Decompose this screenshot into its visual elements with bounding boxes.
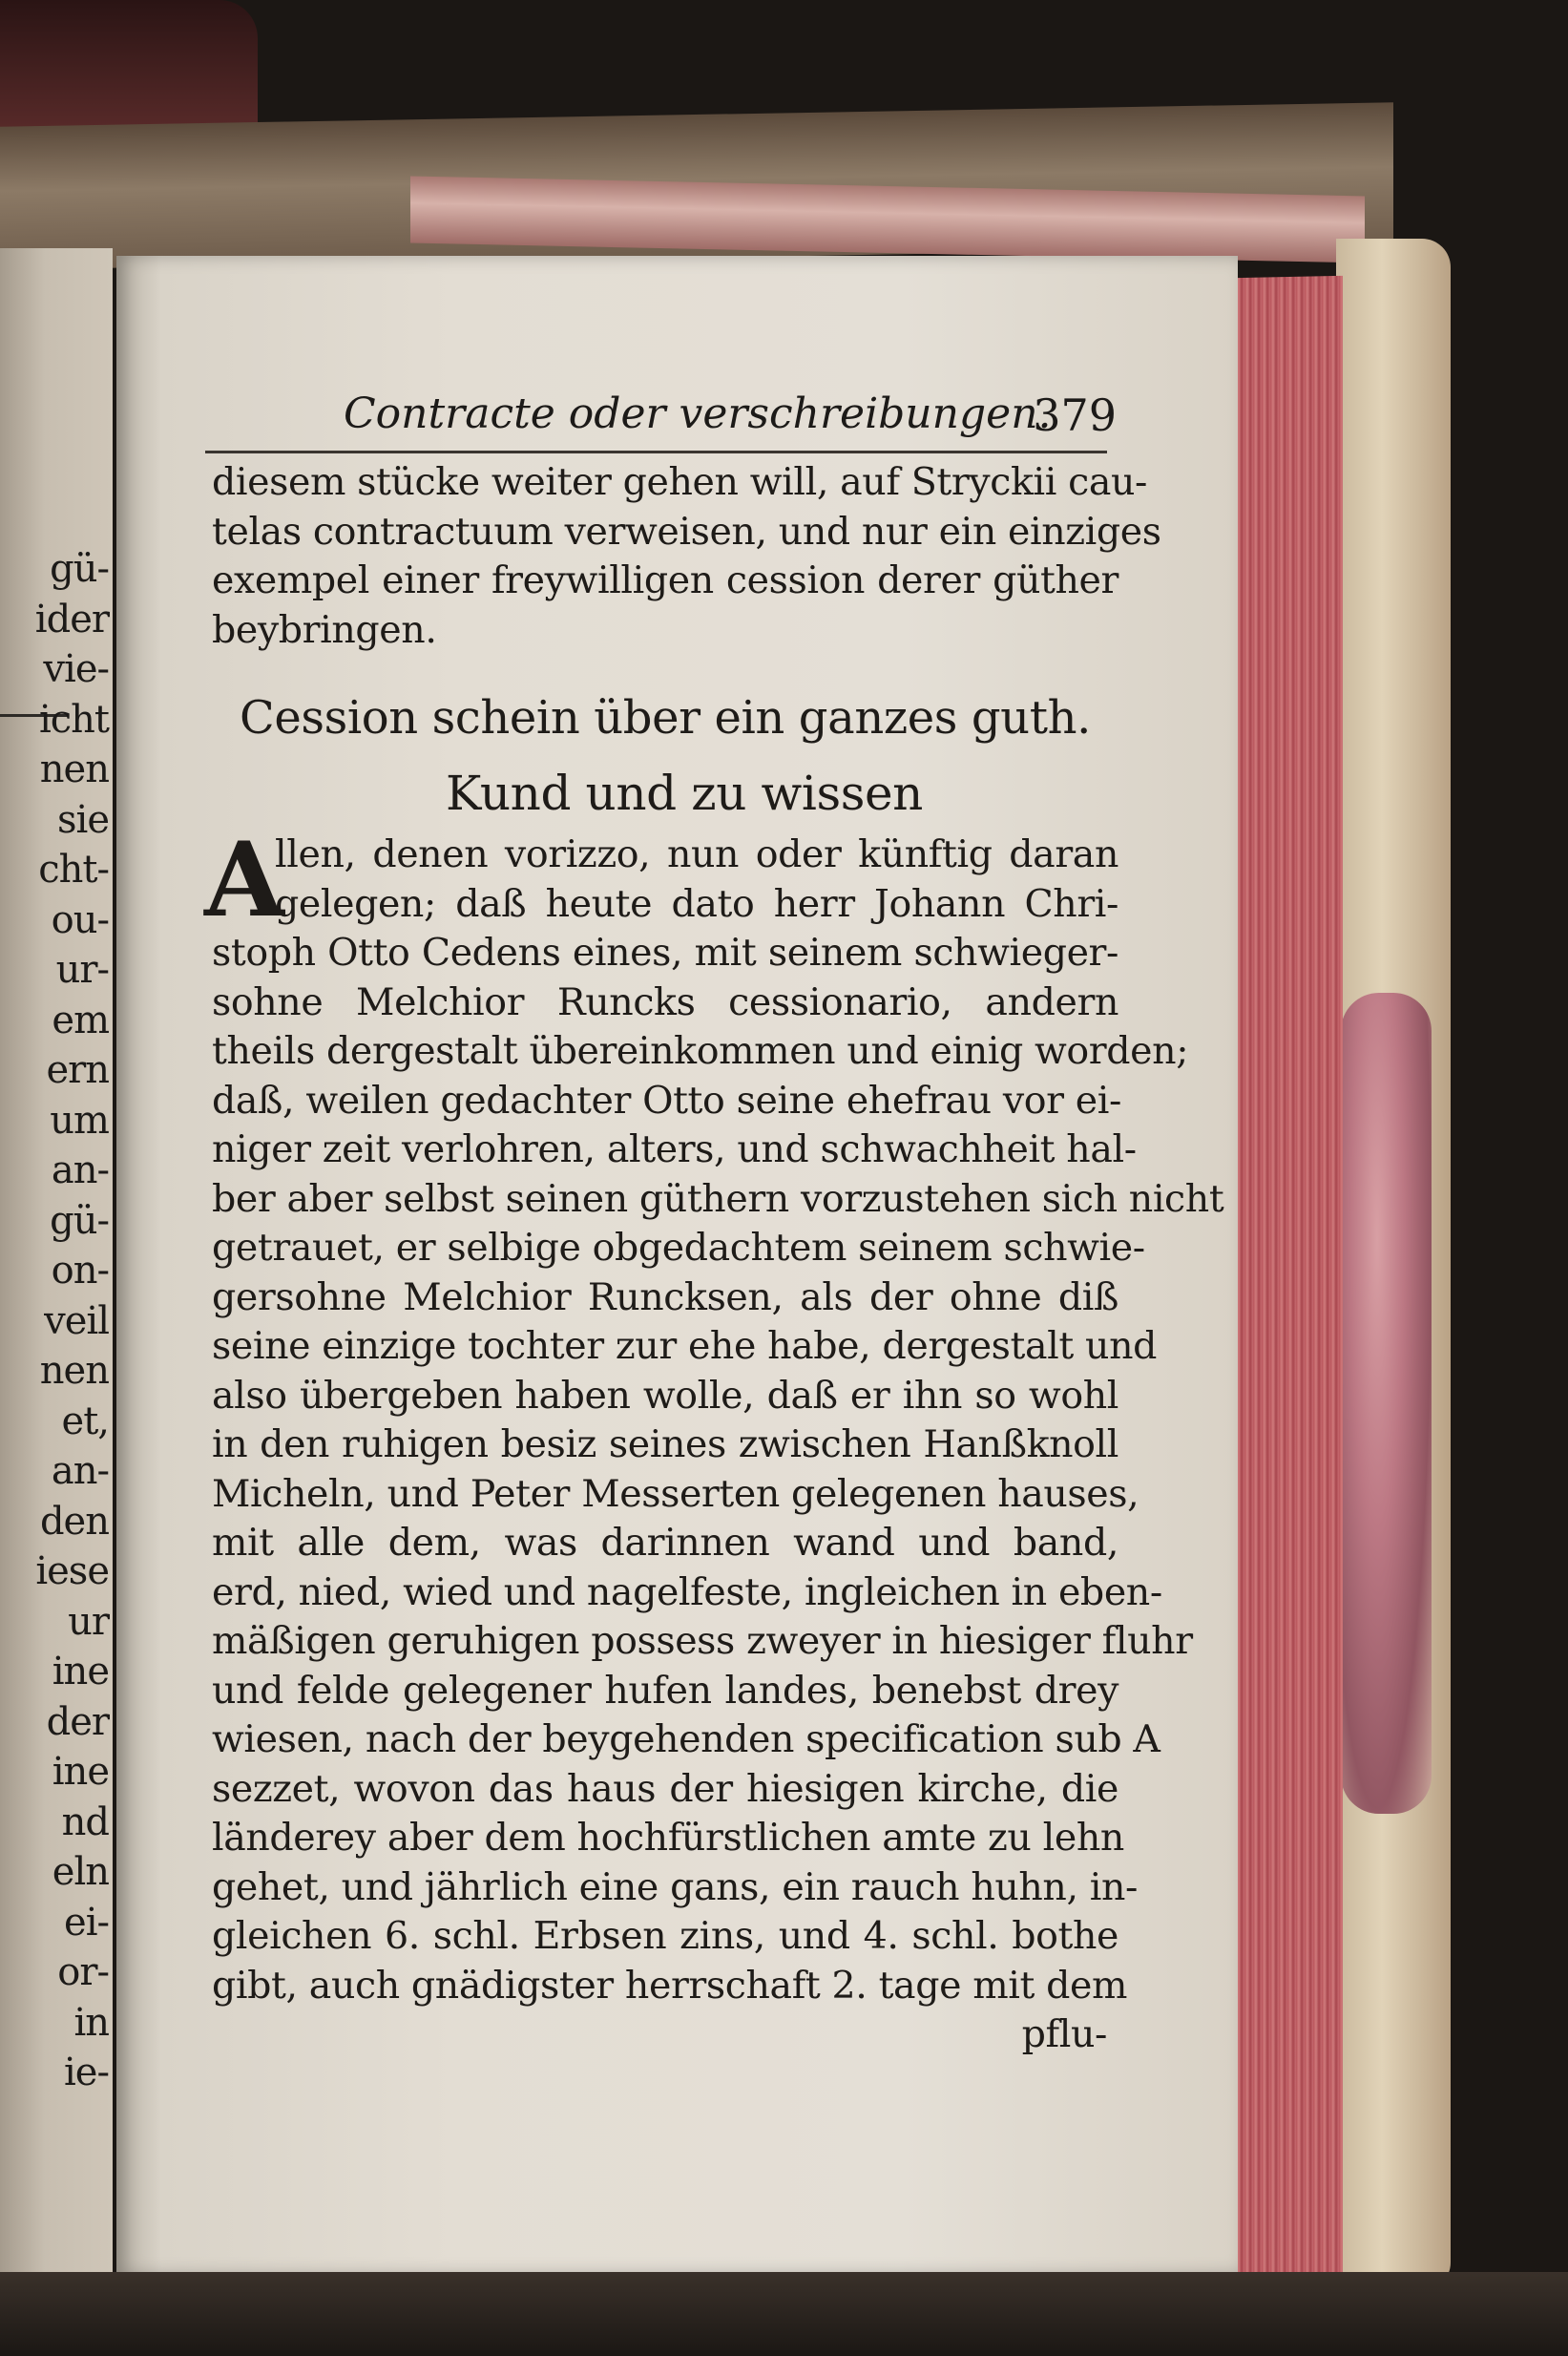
header-rule: [205, 451, 1107, 453]
intro-line: diesem stücke weiter gehen will, auf Stryckii cau-: [212, 460, 1147, 504]
left-page-line: nen: [39, 1349, 109, 1393]
paragraph-line: länderey aber dem hochfürstlichen amte zu lehn: [212, 1816, 1124, 1860]
left-page-line: eln: [52, 1850, 109, 1894]
left-page-line: an-: [51, 1148, 109, 1192]
left-page-line: ur-: [55, 948, 109, 992]
left-page-line: der: [46, 1699, 109, 1744]
paragraph-line: sezzet, wovon das haus der hiesigen kirche, die: [212, 1766, 1119, 1811]
left-page-line: et,: [61, 1399, 109, 1443]
bottom-shadow: [0, 2272, 1568, 2356]
left-page-line: in: [73, 2000, 109, 2045]
paragraph-line: daß, weilen gedachter Otto seine ehefrau vor ei-: [212, 1078, 1121, 1123]
left-page-line: sie: [57, 797, 109, 842]
intro-line: exempel einer freywilligen cession derer güther: [212, 558, 1119, 602]
paragraph-line: stoph Otto Cedens eines, mit seinem schwieger-: [212, 931, 1119, 975]
left-page-line: gü-: [50, 1198, 109, 1243]
left-page-line: ider: [34, 597, 109, 642]
left-page-line: den: [39, 1499, 109, 1544]
left-page-line: um: [50, 1098, 109, 1143]
paragraph-line: in den ruhigen besiz seines zwischen Hanßknoll: [212, 1422, 1119, 1466]
paragraph-line: llen, denen vorizzo, nun oder künftig daran: [275, 832, 1119, 876]
paragraph-line: getrauet, er selbige obgedachtem seinem schwie-: [212, 1226, 1145, 1270]
left-page-line: nen: [39, 747, 109, 791]
paragraph-line: gleichen 6. schl. Erbsen zins, und 4. schl. bothe: [212, 1914, 1119, 1958]
left-page-line: an-: [51, 1449, 109, 1493]
section-title: Cession schein über ein ganzes guth.: [240, 691, 1091, 745]
left-page-line: icht: [38, 697, 109, 742]
left-page-line: nd: [61, 1799, 109, 1844]
paragraph-lines: [212, 831, 1224, 2010]
intro-line: beybringen.: [212, 607, 437, 652]
left-page-line: on-: [51, 1249, 109, 1293]
left-page-line: veil: [44, 1298, 109, 1343]
paragraph-line: und felde gelegener hufen landes, benebst drey: [212, 1668, 1119, 1713]
drop-cap: A: [204, 820, 284, 940]
intro-paragraph: [212, 458, 1161, 655]
left-page-line: vie-: [43, 647, 109, 691]
left-page-line: ur: [68, 1599, 109, 1644]
page-number: 379: [1033, 389, 1117, 441]
red-page-edges: [1236, 276, 1343, 2278]
paragraph-line: gibt, auch gnädigster herrschaft 2. tage mit dem: [212, 1963, 1128, 2008]
left-page-text: [4, 544, 109, 2098]
marbled-cover: [1341, 993, 1432, 1814]
text-block: [204, 458, 1224, 2060]
left-page-line: or-: [57, 1950, 109, 1994]
paragraph-line: ber aber selbst seinen güthern vorzustehen sich nicht: [212, 1176, 1224, 1221]
left-page-line: ine: [52, 1750, 109, 1794]
paragraph-line: wiesen, nach der beygehenden specification sub A: [212, 1717, 1160, 1761]
left-page-line: em: [52, 998, 109, 1042]
left-page-line: gü-: [50, 547, 109, 591]
paragraph-line: mäßigen geruhigen possess zweyer in hiesiger fluhr: [212, 1619, 1193, 1663]
paragraph-line: gelegen; daß heute dato herr Johann Chri-: [275, 881, 1119, 926]
paragraph-line: also übergeben haben wolle, daß er ihn so wohl: [212, 1373, 1119, 1418]
paragraph-line: gersohne Melchior Runcksen, als der ohne diß: [212, 1274, 1119, 1319]
section-subtitle: Kund und zu wissen: [445, 766, 923, 821]
left-page-line: ei-: [64, 1900, 109, 1945]
paragraph-line: Micheln, und Peter Messerten gelegenen hauses,: [212, 1471, 1139, 1516]
catchword: pflu-: [1021, 2012, 1107, 2056]
paragraph-line: niger zeit verlohren, alters, und schwachheit hal-: [212, 1127, 1137, 1171]
left-page-line: ou-: [51, 897, 109, 942]
paragraph-line: sohne Melchior Runcks cessionario, andern: [212, 979, 1119, 1024]
running-head: Contracte oder verschreibungen.: [344, 389, 1052, 438]
left-page-line: ern: [46, 1048, 109, 1092]
paragraph-line: seine einzige tochter zur ehe habe, dergestalt und: [212, 1324, 1157, 1368]
paragraph-line: mit alle dem, was darinnen wand und band,: [212, 1521, 1119, 1565]
paragraph-line: erd, nied, wied und nagelfeste, ingleichen in eben-: [212, 1569, 1162, 1614]
left-page-line: ine: [52, 1650, 109, 1693]
page-header: [229, 389, 1117, 447]
left-page-line: iese: [35, 1549, 109, 1593]
left-page-line: ie-: [64, 2051, 109, 2094]
intro-line: telas contractuum verweisen, und nur ein einziges: [212, 509, 1161, 554]
left-page-line: cht-: [38, 848, 109, 892]
paragraph-line: theils dergestalt übereinkommen und einig worden;: [212, 1029, 1189, 1073]
paragraph-line: gehet, und jährlich eine gans, ein rauch huhn, in-: [212, 1864, 1139, 1909]
main-paragraph: [204, 820, 1224, 2010]
